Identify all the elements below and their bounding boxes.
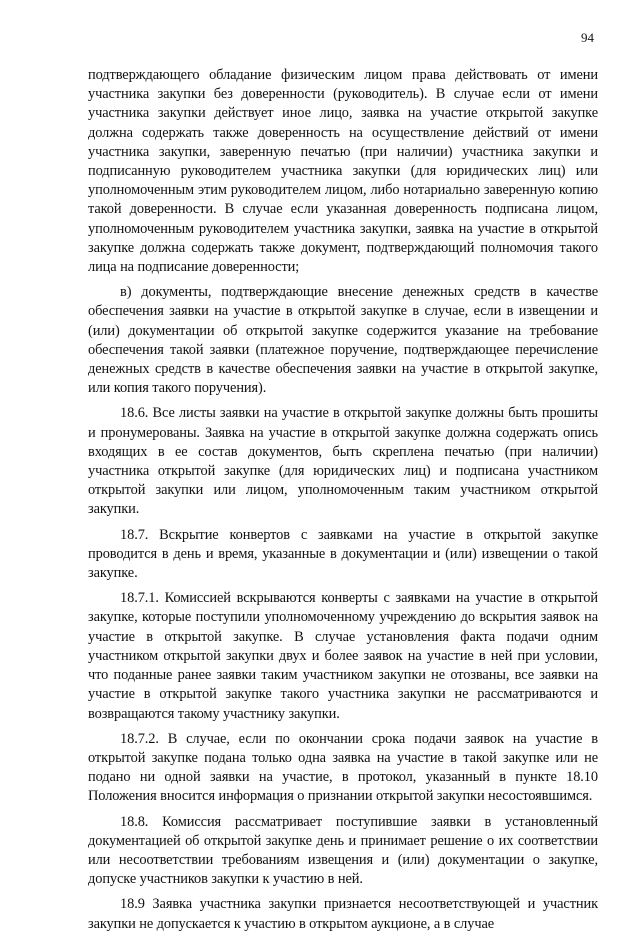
page-number: 94 [581, 30, 594, 45]
paragraph-18-6: 18.6. Все листы заявки на участие в открытой закупке должны быть прошиты и пронумерованы. Заявка на участие в открытой закупке должна содержать опись входящих в ее состав документов, быть скреплена печатью (при наличии) участника открытой закупке (для юридических лиц) и подписана участником открытой закупки или лицом, уполномоченным таким участником открытой закупки. [88, 405, 598, 518]
paragraph-18-7: 18.7. Вскрытие конвертов с заявками на участие в открытой закупке проводится в день и время, указанные в документации и (или) извещении о такой закупке. [88, 526, 598, 582]
paragraph-18-7-1: 18.7.1. Комиссией вскрываются конверты с заявками на участие в открытой закупке, которые поступили уполномоченному учреждению до вскрытия заявок на участие в открытой закупке. В случае установления факта подачи одним участником открытой закупки двух и более заявок на участие в ней при условии, что поданные ранее заявки таким участником закупки не отозваны, все заявки на участие в открытой закупке такого участника закупки не рассматриваются и возвращаются такому участнику закупки. [88, 590, 598, 722]
paragraph-18-9: 18.9 Заявка участника закупки признается несоответствующей и участник закупки не допускается к участию в открытом аукционе, а в случае [88, 896, 598, 932]
paragraph-security-documents: в) документы, подтверждающие внесение денежных средств в качестве обеспечения заявки на участие в открытой закупке в случае, если в извещении и (или) документации об открытой закупке содержится указание на требование обеспечения такой заявки (платежное поручение, подтверждающее перечисление денежных средств в качестве обеспечения заявки на участие в открытой закупке, или копия такого поручения). [88, 284, 598, 397]
paragraph-power-of-attorney: подтверждающего обладание физическим лицом права действовать от имени участника закупки без доверенности (руководитель). В случае если от имени участника закупки действует иное лицо, заявка на участие открытой закупке должна содержать также доверенность на осуществление действий от имени участника закупки, заверенную печатью (при наличии) участника закупки и подписанную руководителем участника закупки (для юридических лиц) или уполномоченным этим руководителем лицом, либо нотариально заверенную копию такой доверенности. В случае если указанная доверенность подписана лицом, уполномоченным руководителем участника закупки, заявка на участие в открытой закупке должна содержать также документ, подтверждающий полномочия такого лица на подписание доверенности; [88, 67, 598, 276]
paragraph-18-8: 18.8. Комиссия рассматривает поступившие заявки в установленный документацией об открытой закупке день и принимает решение о их соответствии или несоответствии требованиям извещения и (или) документации о закупке, допуске участников закупки к участию в ней. [88, 813, 598, 888]
document-body [88, 66, 598, 940]
paragraph-18-7-2: 18.7.2. В случае, если по окончании срока подачи заявок на участие в открытой закупке подана только одна заявка на участие в такой закупке или не подано ни одной заявки на участие, в протокол, указанный в пункте 18.10 Положения вносится информация о признании открытой закупки несостоявшимся. [88, 730, 598, 805]
